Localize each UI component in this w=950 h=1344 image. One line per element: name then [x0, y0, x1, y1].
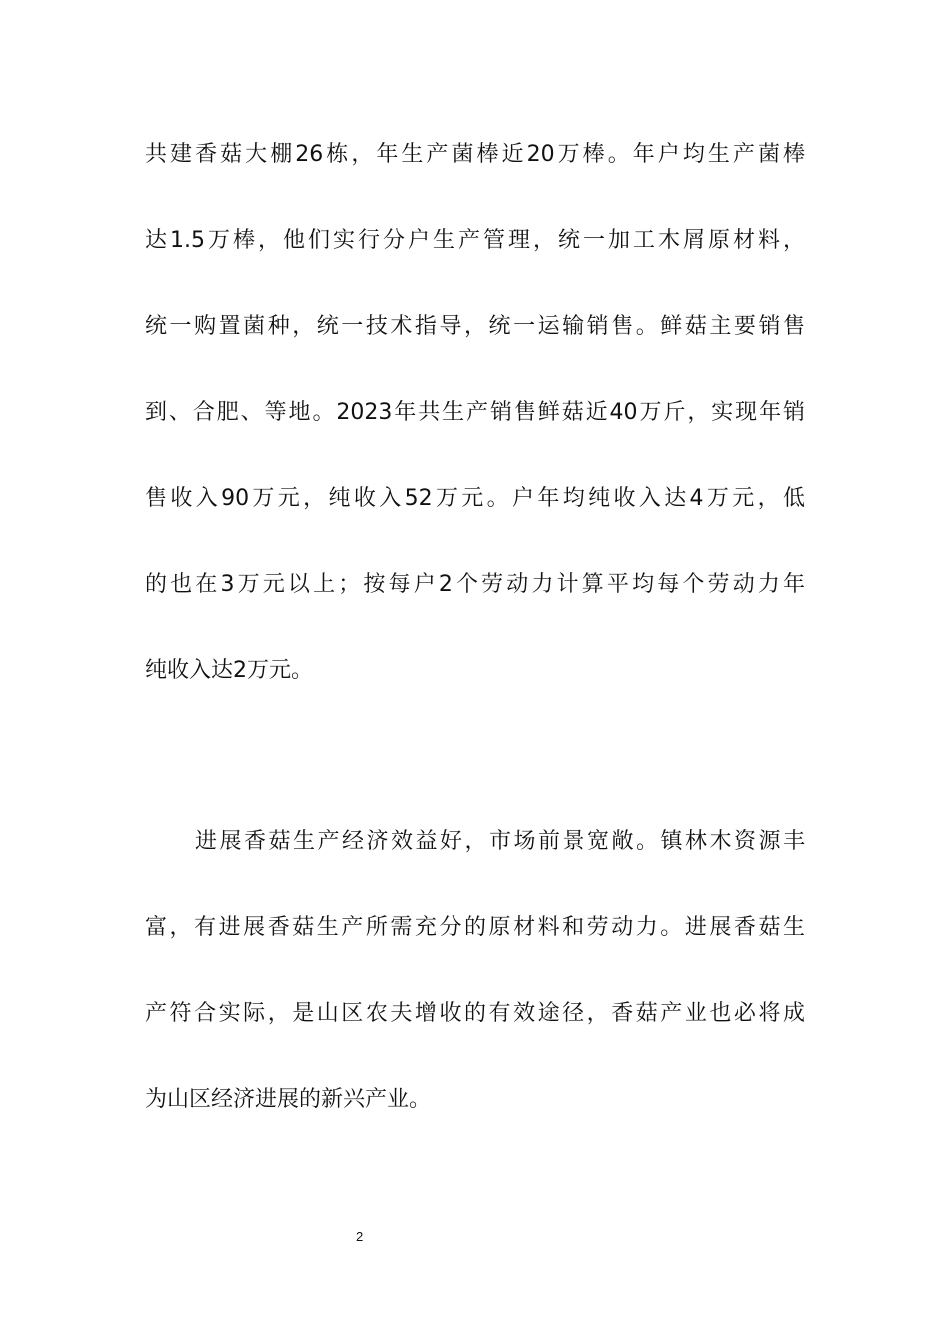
text-line: 达1.5万棒，他们实行分户生产管理，统一加工木屑原材料， — [145, 228, 805, 253]
page-number: 2 — [356, 1229, 364, 1244]
text-line: 产符合实际，是山区农夫增收的有效途径，香菇产业也必将成 — [145, 1001, 805, 1026]
text-line: 纯收入达2万元。 — [145, 658, 313, 683]
text-line: 为山区经济进展的新兴产业。 — [145, 1087, 432, 1112]
text-line: 售收入90万元，纯收入52万元。户年均纯收入达4万元，低 — [145, 486, 805, 511]
text-line: 富，有进展香菇生产所需充分的原材料和劳动力。进展香菇生 — [145, 915, 805, 940]
text-line: 进展香菇生产经济效益好，市场前景宽敞。镇林木资源丰 — [195, 829, 805, 854]
text-line: 的也在3万元以上；按每户2个劳动力计算平均每个劳动力年 — [145, 572, 805, 597]
text-line: 到、合肥、等地。2023年共生产销售鲜菇近40万斤，实现年销 — [145, 400, 805, 425]
text-line: 共建香菇大棚26栋，年生产菌棒近20万棒。年户均生产菌棒 — [145, 142, 805, 167]
text-line: 统一购置菌种，统一技术指导，统一运输销售。鲜菇主要销售 — [145, 314, 805, 339]
